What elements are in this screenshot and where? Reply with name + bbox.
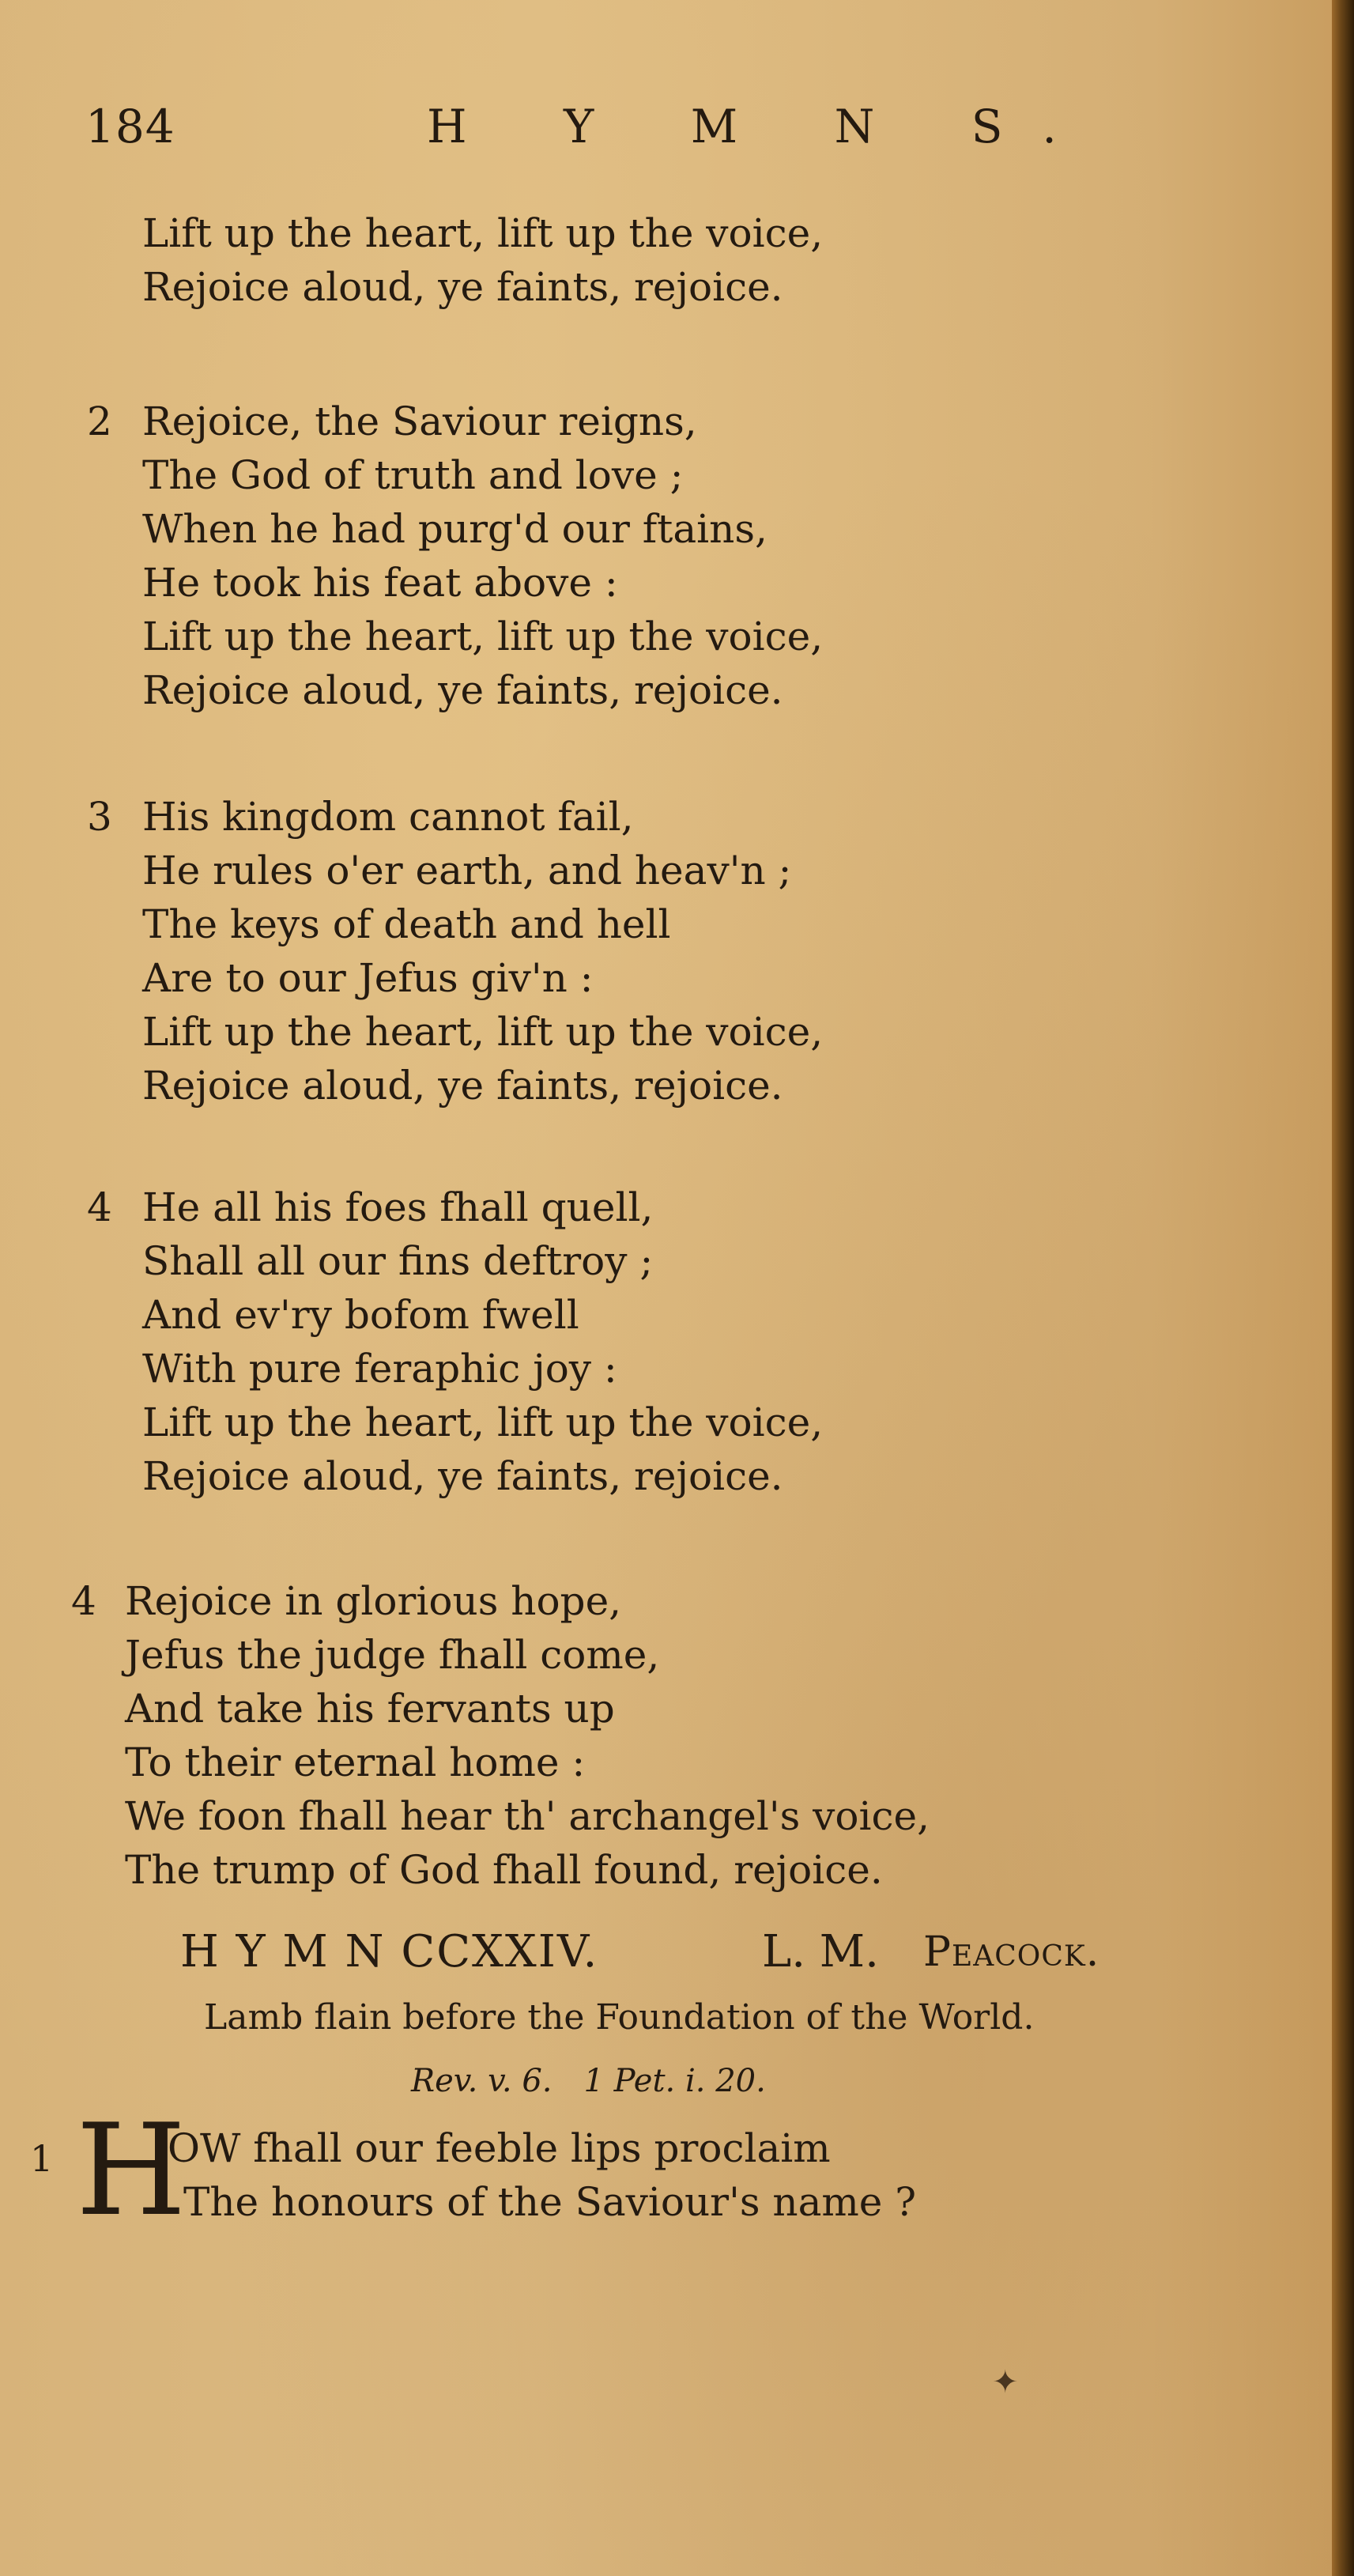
stanza-number: 3 [87, 794, 112, 840]
hymn-heading: H Y M N CCXXIV. [180, 1926, 599, 1977]
verse-line: To their eternal home : [125, 1739, 586, 1785]
stanza-number: 4 [71, 1578, 96, 1624]
verse-line: Rejoice, the Saviour reigns, [142, 398, 697, 444]
verse-line: Lift up the heart, lift up the voice, [142, 210, 824, 256]
verse-line: Shall all our fins deftroy ; [142, 1238, 654, 1284]
verse-line: The trump of God fhall found, rejoice. [125, 1847, 883, 1893]
verse-line: Lift up the heart, lift up the voice, [142, 614, 824, 659]
scripture-ref: 1 Pet. i. 20. [583, 2063, 766, 2099]
stanza-number: 1 [30, 2137, 54, 2180]
verse-line: The honours of the Saviour's name ? [183, 2179, 917, 2225]
hymn-meter: L. M. [762, 1926, 879, 1977]
hymn-tune: Peacock. [923, 1928, 1100, 1976]
printer-mark-icon: ✦ [992, 2364, 1019, 2400]
verse-line: He rules o'er earth, and heav'n ; [142, 848, 792, 893]
verse-line: Rejoice aloud, ye faints, rejoice. [142, 264, 783, 310]
verse-line: The keys of death and hell [142, 901, 671, 947]
verse-line: Are to our Jefus giv'n : [142, 955, 594, 1001]
verse-line: Rejoice aloud, ye faints, rejoice. [142, 1453, 783, 1499]
verse-line: Rejoice aloud, ye faints, rejoice. [142, 1063, 783, 1109]
verse-line: He all his foes fhall quell, [142, 1184, 654, 1230]
hymn-subtitle: Lamb flain before the Foundation of the World. [204, 1997, 1035, 2038]
verse-line: Jefus the judge fhall come, [125, 1632, 660, 1678]
verse-line: OW fhall our feeble lips proclaim [168, 2125, 831, 2171]
page-number: 184 [85, 100, 175, 153]
verse-line: With pure feraphic joy : [142, 1346, 617, 1392]
verse-line: We foon fhall hear th' archangel's voice, [125, 1793, 930, 1839]
scripture-ref: Rev. v. 6. [411, 2063, 553, 2099]
verse-line: And ev'ry bofom fwell [142, 1292, 579, 1338]
drop-capital: H [76, 2096, 187, 2244]
book-spine-edge [1332, 0, 1354, 2576]
verse-line: And take his fervants up [125, 1686, 615, 1732]
verse-line: The God of truth and love ; [142, 452, 684, 498]
scripture-references [411, 2059, 766, 2103]
verse-line: He took his feat above : [142, 560, 618, 606]
stanza-number: 2 [87, 398, 112, 444]
stanza-number: 4 [87, 1184, 112, 1230]
verse-line: Lift up the heart, lift up the voice, [142, 1399, 824, 1445]
running-title: H Y M N S. [427, 100, 1098, 153]
verse-line: Rejoice in glorious hope, [125, 1578, 622, 1624]
verse-line: Lift up the heart, lift up the voice, [142, 1009, 824, 1055]
verse-line: Rejoice aloud, ye faints, rejoice. [142, 667, 783, 713]
verse-line: When he had purg'd our ftains, [142, 506, 768, 552]
verse-line: His kingdom cannot fail, [142, 794, 634, 840]
